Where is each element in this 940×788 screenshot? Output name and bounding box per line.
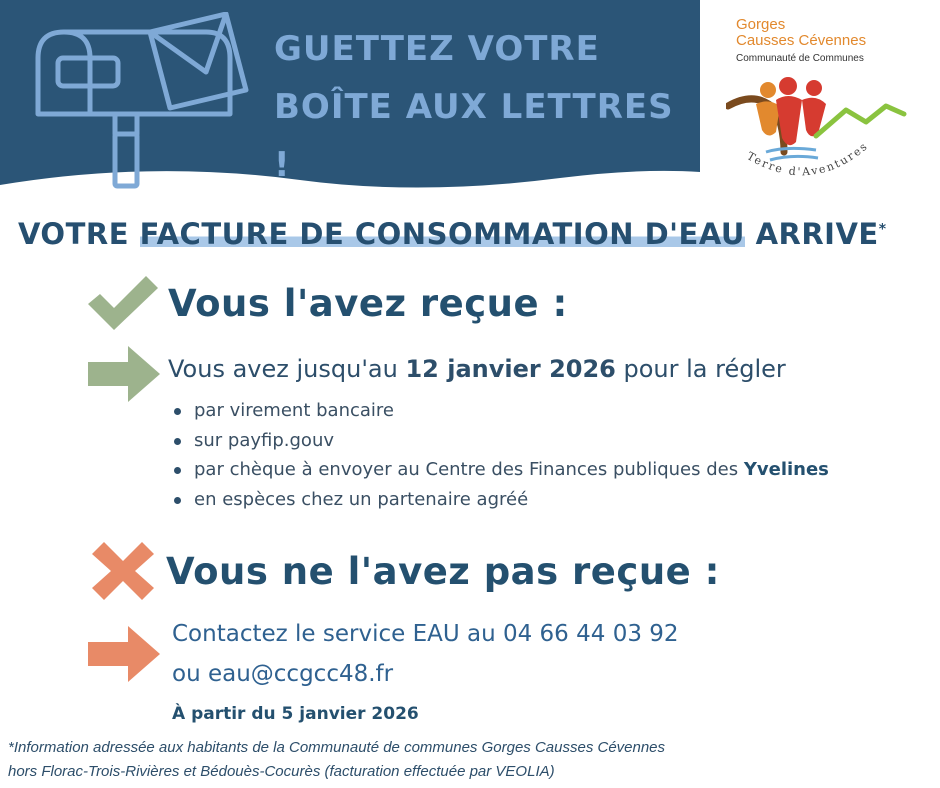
deadline-line [168, 355, 786, 383]
contact-email-link[interactable]: ou eau@ccgcc48.fr [172, 661, 394, 687]
payment-method-item: sur payfip.gouv [170, 426, 829, 456]
logo-subtitle: Communauté de Communes [736, 53, 864, 64]
contact-phone-line: Contactez le service EAU au 04 66 44 03 92 [172, 621, 679, 647]
headline-line-2: BOÎTE AUX LETTRES ! [274, 87, 674, 185]
deadline-date: 12 janvier 2026 [405, 355, 616, 383]
arrow-right-icon [88, 346, 160, 402]
payment-method-item: en espèces chez un partenaire agréé [170, 485, 829, 515]
cross-icon [92, 542, 154, 600]
received-title: Vous l'avez reçue : [168, 282, 568, 325]
payment-method-item: par chèque à envoyer au Centre des Finances publiques des Yvelines [170, 455, 829, 485]
mailbox-icon [30, 12, 260, 192]
logo [722, 10, 932, 200]
footnote-line-2: hors Florac-Trois-Rivières et Bédouès-Cocurès (facturation effectuée par VEOLIA) [8, 763, 555, 780]
headline-line-1: GUETTEZ VOTRE [274, 29, 600, 69]
logo-name-line-1: Gorges [736, 16, 786, 33]
from-date: À partir du 5 janvier 2026 [172, 704, 419, 724]
checkmark-icon [84, 272, 164, 332]
logo-figures-icon [726, 70, 926, 185]
deadline-suffix: pour la régler [615, 355, 786, 383]
contact-block [172, 614, 679, 694]
footnote [8, 736, 665, 784]
subtitle-part-2: ARRIVE [744, 217, 879, 251]
payment-method-item: par virement bancaire [170, 396, 829, 426]
not-received-title: Vous ne l'avez pas reçue : [166, 550, 720, 593]
logo-name-line-2: Causses Cévennes [736, 32, 867, 49]
footnote-line-1: *Information adressée aux habitants de la Communauté de communes Gorges Causses Cévennes [8, 739, 666, 756]
subtitle-highlighted: FACTURE DE CONSOMMATION D'EAU [139, 217, 745, 251]
deadline-prefix: Vous avez jusqu'au [168, 355, 406, 383]
logo-tagline: Terre d'Aventures [744, 139, 871, 179]
svg-text:Terre d'Aventures [745, 139, 871, 178]
subtitle-part-1: VOTRE [18, 217, 140, 251]
payment-methods-list [170, 396, 829, 514]
subtitle-asterisk: * [878, 221, 887, 238]
arrow-right-icon [88, 626, 160, 682]
subtitle [18, 217, 887, 251]
